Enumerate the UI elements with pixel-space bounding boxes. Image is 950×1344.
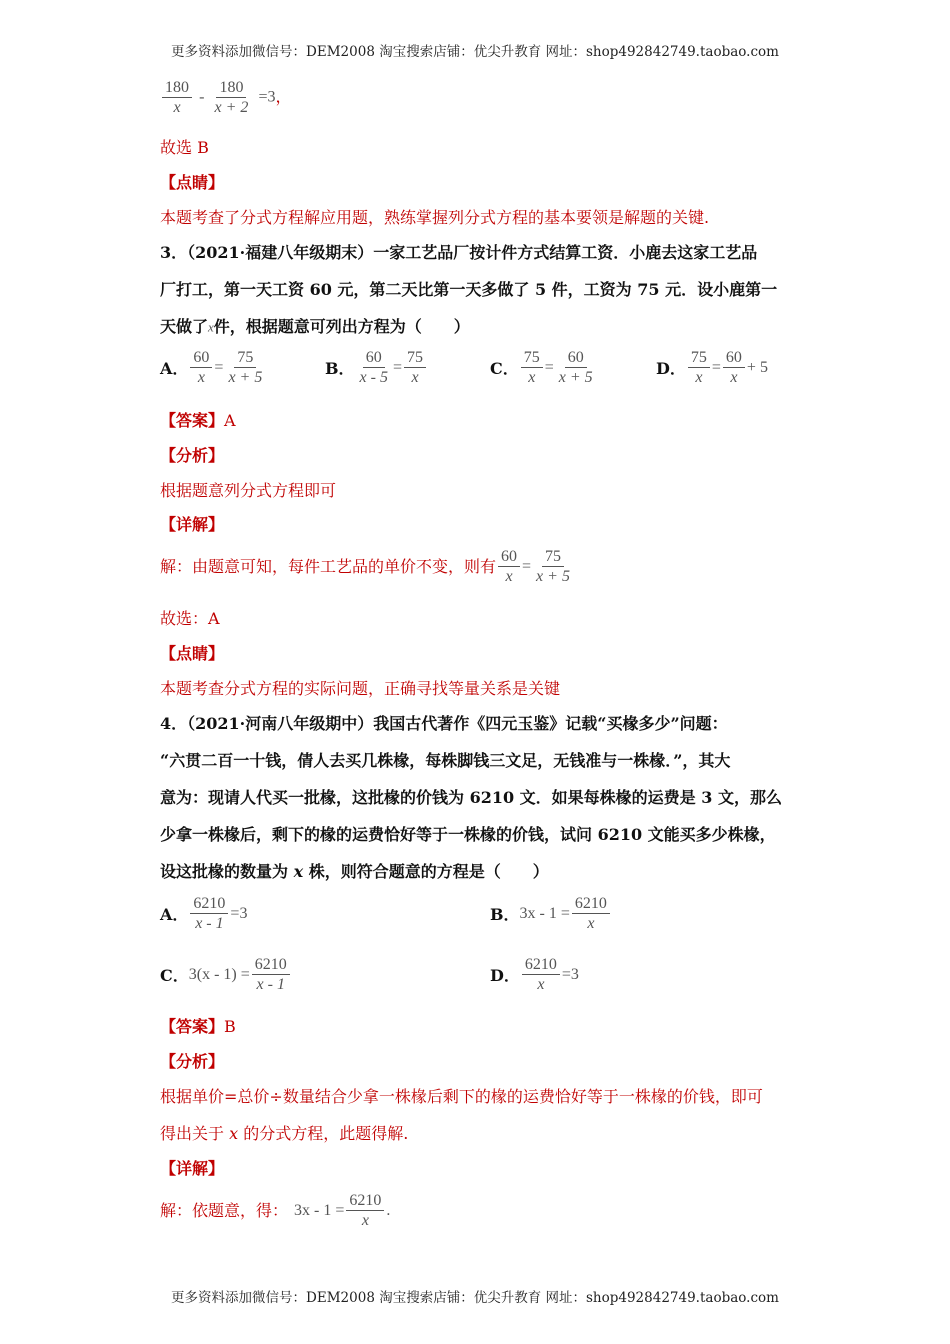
q3-option-d[interactable]: D． $\frac{75}{x}$ = $\frac{60}{x}$ + 5 <box>656 349 768 386</box>
q4-line3: 意为：现请人代买一批椽，这批椽的价钱为 6210 文．如果每株椽的运费是 3 文，那么 <box>160 788 782 807</box>
q3-dianjing-text: 本题考查分式方程的实际问题，正确寻找等量关系是关键 <box>160 679 561 698</box>
fraction: $\frac{6210}{x - 1}$ <box>190 894 228 933</box>
q4-option-a[interactable]: A． $\frac{6210}{x - 1}$ =3 <box>160 895 248 932</box>
q4-xiangjie: 解：依题意，得： 3x - 1 = $\frac{6210}{x}$ . <box>160 1192 391 1229</box>
fraction: $\frac{60}{x}$ <box>190 348 212 387</box>
top-dianjing-text: 本题考查了分式方程解应用题，熟练掌握列分式方程的基本要领是解题的关键. <box>160 208 710 227</box>
q4-option-b[interactable]: B． 3x - 1 = $\frac{6210}{x}$ <box>490 894 612 933</box>
q4-line5: 设这批椽的数量为 x 株，则符合题意的方程是（ ） <box>160 862 549 881</box>
top-equation: $\frac{180}{x}$ - $\frac{180}{x + 2}$ =3， <box>160 78 292 117</box>
fraction: $\frac{6210}{x - 1}$ <box>252 955 290 994</box>
q3-fenxi-tag: 【分析】 <box>160 446 225 465</box>
q3-xiangjie-tag: 【详解】 <box>160 515 225 534</box>
top-choice: 故选 B <box>160 138 209 157</box>
q4-line2: “六贯二百一十钱，倩人去买几株椽，每株脚钱三文足，无钱准与一株椽．”，其大 <box>160 751 731 770</box>
q3-answer: 【答案】A <box>160 411 236 430</box>
fraction: $\frac{75}{x}$ <box>404 348 426 387</box>
q3-line1: 3．（2021·福建八年级期末）一家工艺品厂按计件方式结算工资．小鹿去这家工艺品 <box>160 243 758 262</box>
q4-line1: 4．（2021·河南八年级期中）我国古代著作《四元玉鉴》记载“买椽多少”问题： <box>160 714 728 733</box>
fraction: $\frac{180}{x}$ <box>162 78 192 117</box>
q3-option-c[interactable]: C． $\frac{75}{x}$ = $\frac{60}{x + 5}$ <box>490 348 598 387</box>
fraction: $\frac{75}{x}$ <box>688 348 710 387</box>
q3-line2: 厂打工，第一天工资 60 元，第二天比第一天多做了 5 件，工资为 75 元．设小鹿第一 <box>160 280 778 299</box>
q4-xiangjie-tag: 【详解】 <box>160 1159 225 1178</box>
q3-line3: 天做了x件，根据题意可列出方程为（ ） <box>160 317 470 336</box>
fraction: $\frac{180}{x + 2}$ <box>214 79 249 116</box>
q4-option-c[interactable]: C． 3(x - 1) = $\frac{6210}{x - 1}$ <box>160 955 292 994</box>
fraction: $\frac{60}{x}$ <box>723 348 745 387</box>
q4-fenxi-tag: 【分析】 <box>160 1052 225 1071</box>
fraction: $\frac{75}{x}$ <box>521 348 543 387</box>
page-header: 更多资料添加微信号：DEM2008 淘宝搜索店铺：优尖升教育 网址：shop492842749.taobao.com <box>171 44 779 60</box>
fraction: $\frac{60}{x + 5}$ <box>558 349 593 386</box>
page-footer: 更多资料添加微信号：DEM2008 淘宝搜索店铺：优尖升教育 网址：shop492842749.taobao.com <box>171 1290 779 1306</box>
q4-fenxi-line1: 根据单价=总价÷数量结合少拿一株椽后剩下的椽的运费恰好等于一株椽的价钱，即可 <box>160 1087 763 1106</box>
q4-option-d[interactable]: D． $\frac{6210}{x}$ =3 <box>490 956 579 993</box>
q3-xiangjie: 解：由题意可知，每件工艺品的单价不变，则有 $\frac{60}{x}$ = $\frac{75}{x + 5}$ <box>160 547 575 586</box>
q3-fenxi-text: 根据题意列分式方程即可 <box>160 481 337 500</box>
q4-line4: 少拿一株椽后，剩下的椽的运费恰好等于一株椽的价钱，试问 6210 文能买多少株椽， <box>160 825 776 844</box>
q4-fenxi-line2: 得出关于 x 的分式方程，此题得解. <box>160 1124 409 1143</box>
q3-choice: 故选：A <box>160 609 220 628</box>
fraction: $\frac{6210}{x}$ <box>572 894 610 933</box>
fraction: $\frac{6210}{x}$ <box>346 1191 384 1230</box>
fraction: $\frac{60}{x}$ <box>498 547 520 586</box>
q3-option-b[interactable]: B． $\frac{60}{x - 5}$ = $\frac{75}{x}$ <box>325 348 428 387</box>
fraction: $\frac{75}{x + 5}$ <box>228 349 263 386</box>
fraction: $\frac{6210}{x}$ <box>522 955 560 994</box>
fraction: $\frac{60}{x - 5}$ <box>359 349 388 386</box>
fraction: $\frac{75}{x + 5}$ <box>536 548 570 585</box>
q3-dianjing-tag: 【点睛】 <box>160 644 225 663</box>
top-dianjing-tag: 【点睛】 <box>160 173 225 192</box>
q3-option-a[interactable]: A． $\frac{60}{x}$ = $\frac{75}{x + 5}$ <box>160 348 267 387</box>
q4-answer: 【答案】B <box>160 1017 236 1036</box>
